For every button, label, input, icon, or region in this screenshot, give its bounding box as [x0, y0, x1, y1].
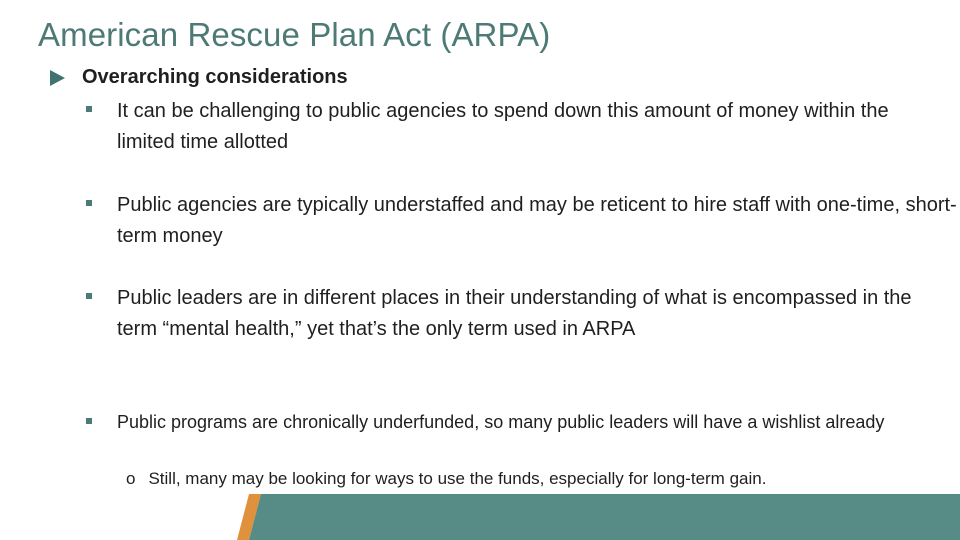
section-heading: [50, 66, 348, 89]
square-bullet-icon: [86, 200, 92, 206]
bullet-text: Public agencies are typically understaffed and may be reticent to hire staff with one-time, short-term money: [117, 194, 957, 247]
slide-title: American Rescue Plan Act (ARPA): [38, 16, 551, 53]
square-bullet-icon: [86, 293, 92, 299]
sub-bullet-marker: o: [126, 469, 136, 488]
bullet-text: It can be challenging to public agencies to spend down this amount of money within the limited time allotted: [117, 100, 889, 153]
heading-text: Overarching considerations: [82, 66, 348, 88]
bullet-item: [86, 96, 937, 158]
arrow-icon: [50, 70, 65, 86]
bullet-item: [86, 408, 917, 437]
square-bullet-icon: [86, 418, 92, 424]
footer-teal-band: [249, 494, 960, 540]
bullet-text: Public programs are chronically underfunded, so many public leaders will have a wishlist already: [117, 412, 885, 432]
square-bullet-icon: [86, 106, 92, 112]
bullet-item: [86, 283, 917, 345]
bullet-item: [86, 190, 960, 252]
sub-bullet-text: Still, many may be looking for ways to use the funds, especially for long-term gain.: [148, 469, 767, 488]
sub-bullet-item: [126, 465, 766, 493]
bullet-text: Public leaders are in different places in their understanding of what is encompassed in the term “mental health,” yet that’s the only term used in ARPA: [117, 287, 912, 340]
